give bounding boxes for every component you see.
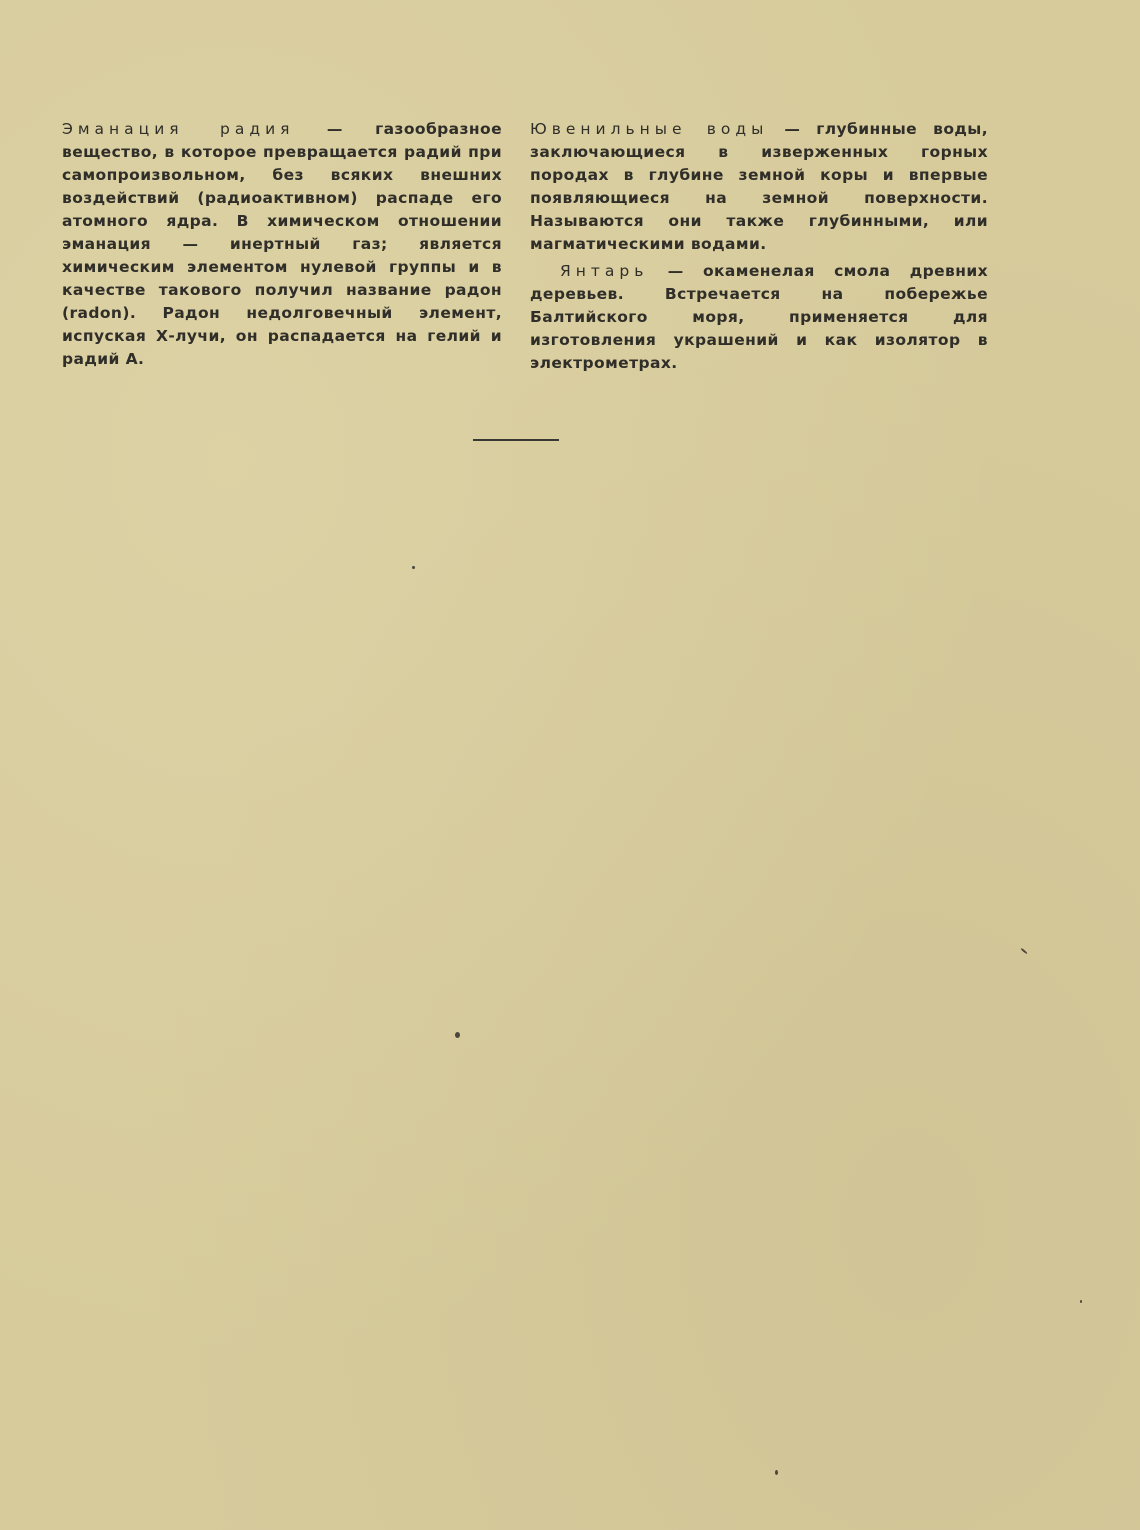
entry-text: глубинные воды, заключающиеся в изверженных горных породах в глубине земной коры и впервые появляющиеся на земной поверхности. Называются они также глубинными, или магматическими водами. (530, 120, 989, 253)
entry-text: газообразное вещество, в которое превращается радий при самопроизвольном, без всяких внешних воздействий (радиоактивном) распаде его атомного ядра. В химическом отношении эманация — инертный газ; является химическим элементом нулевой группы и в качестве такового получил название радон (radon). Радон недолговечный элемент, испуская Х-лучи, он распадается на гелий и радий А. (62, 120, 502, 368)
entry-dash: — (294, 120, 376, 138)
paper-speck (412, 566, 415, 569)
paper-speck (455, 1032, 460, 1038)
paper-speck (775, 1470, 778, 1475)
entry-term: Ювенильные воды (530, 120, 769, 138)
entry-radium-emanation (62, 118, 502, 371)
entry-dash: — (768, 120, 817, 138)
paper-speck (1080, 1300, 1082, 1303)
entry-term: Эманация радия (62, 120, 295, 138)
right-column (530, 118, 988, 379)
entry-dash: — (648, 262, 703, 280)
entry-text: окаменелая смола древних деревьев. Встречается на побережье Балтийского моря, применяется для изготовления украшений и как изолятор в электрометрах. (530, 262, 989, 372)
entry-term: Янтарь (560, 262, 649, 280)
entry-juvenile-waters (530, 118, 988, 256)
section-divider-rule (473, 439, 559, 441)
entry-amber (530, 260, 988, 375)
paper-speck (1020, 948, 1027, 955)
left-column (62, 118, 502, 375)
